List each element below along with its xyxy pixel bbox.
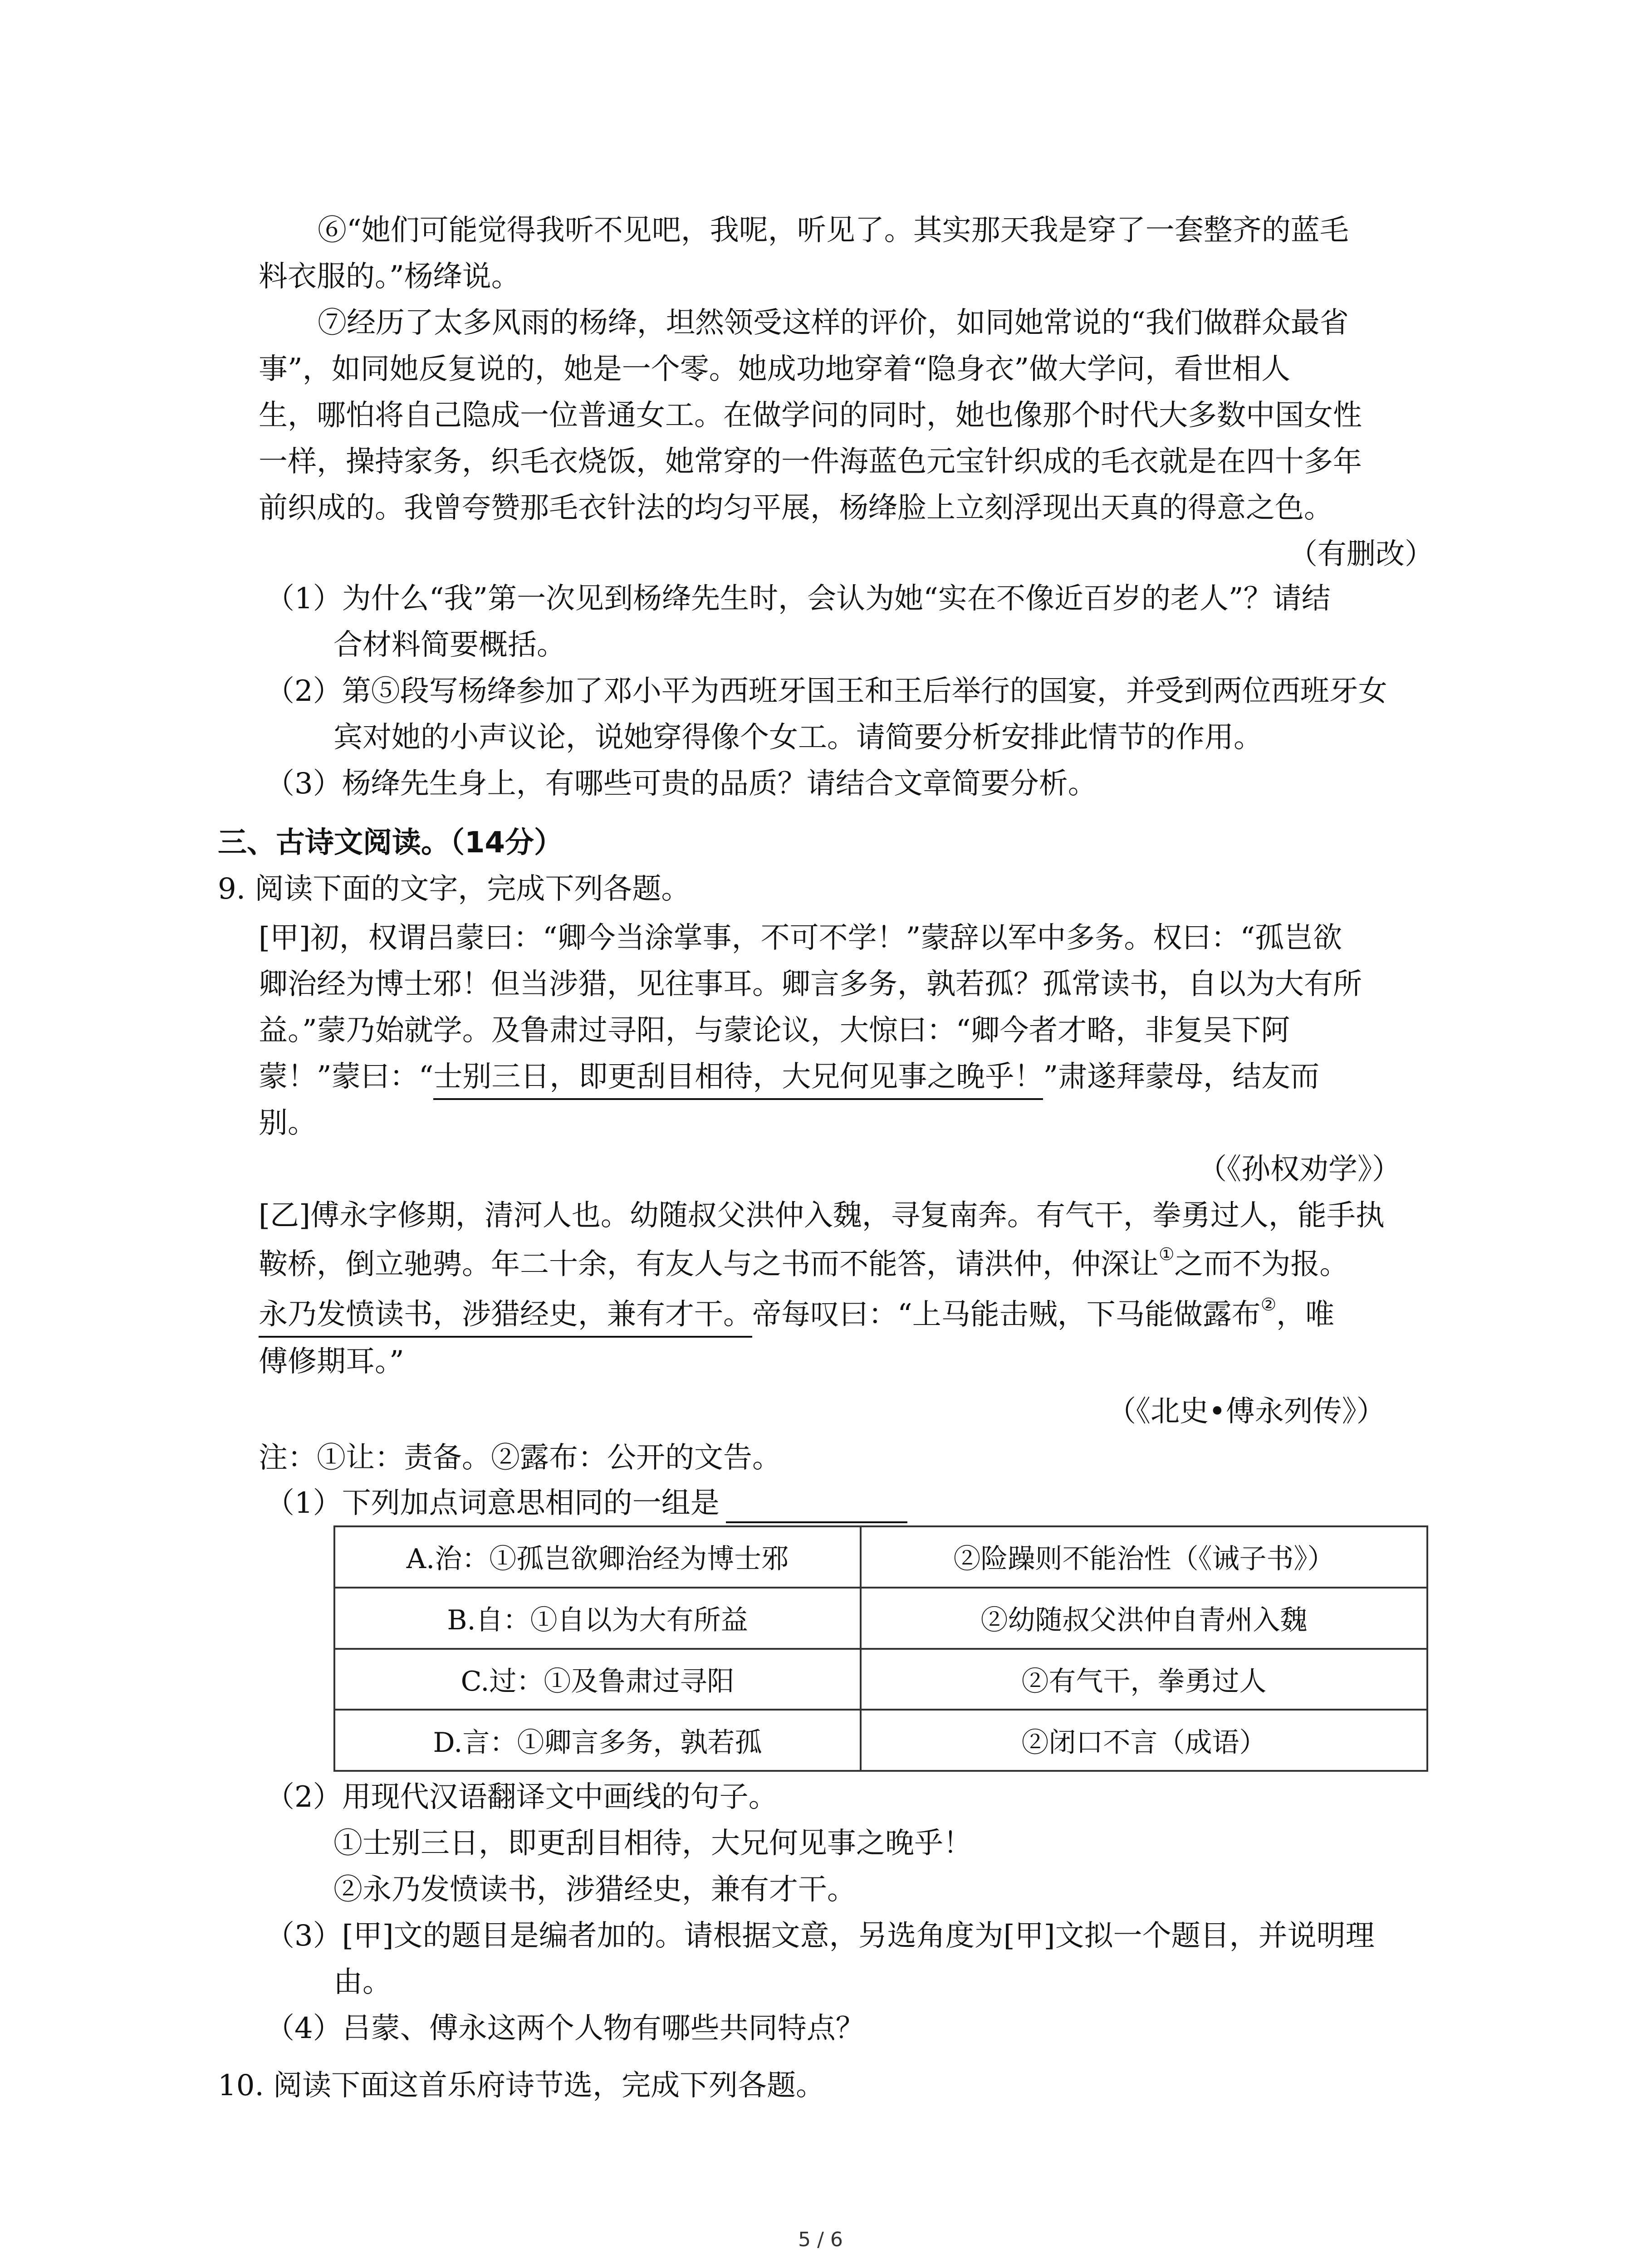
jia-line-1: [甲]初，权谓吕蒙曰：“卿今当涂掌事，不可不学！”蒙辞以军中多务。权曰：“孤岂欲	[259, 921, 1342, 955]
passage-p7-line-4: 一样，操持家务，织毛衣烧饭，她常穿的一件海蓝色元宝针织成的毛衣就是在四十多年	[259, 445, 1362, 479]
option-c-right: ②有气干，拳勇过人	[861, 1649, 1427, 1710]
q9-sub2: （2）用现代汉语翻译文中画线的句子。	[265, 1780, 778, 1814]
yi-underlined-sentence: 永乃发愤读书，涉猎经史，兼有才干。	[259, 1298, 752, 1338]
option-a-right: ②险躁则不能治性（《诫子书》）	[861, 1526, 1427, 1588]
jia-line-3: 益。”蒙乃始就学。及鲁肃过寻阳，与蒙论议，大惊曰：“卿今者才略，非复吴下阿	[259, 1014, 1290, 1047]
table-row	[334, 1649, 1427, 1710]
passage-p7-line-5: 前织成的。我曾夸赞那毛衣针法的均匀平展，杨绛脸上立刻浮现出天真的得意之色。	[259, 491, 1333, 525]
options-table	[333, 1525, 1428, 1772]
q10-title: 10. 阅读下面这首乐府诗节选，完成下列各题。	[218, 2069, 825, 2102]
table-row	[334, 1526, 1427, 1588]
option-a-left: A.治：①孤岂欲卿治经为博士邪	[334, 1526, 861, 1588]
jia-line-2: 卿治经为博士邪！但当涉猎，见往事耳。卿言多务，孰若孤？孤常读书，自以为大有所	[259, 968, 1362, 1001]
q8-sub3: （3）杨绛先生身上，有哪些可贵的品质？请结合文章简要分析。	[265, 767, 1097, 801]
footnote-marker-2: ②	[1260, 1295, 1277, 1315]
option-b-left: B.自：①自以为大有所益	[334, 1588, 861, 1649]
yi-line-2-tail: 之而不为报。	[1174, 1247, 1349, 1281]
jia-line-4-tail: ”肃遂拜蒙母，结友而	[1043, 1060, 1320, 1094]
footnote-marker-1: ①	[1159, 1244, 1175, 1265]
q9-sub3-line-1: （3）[甲]文的题目是编者加的。请根据文意，另选角度为[甲]文拟一个题目，并说明理	[265, 1919, 1375, 1953]
q8-sub2-line-2: 宾对她的小声议论，说她穿得像个女工。请简要分析安排此情节的作用。	[333, 721, 1263, 754]
yi-line-2-lead: 鞍桥，倒立驰骋。年二十余，有友人与之书而不能答，请洪仲，仲深让	[259, 1247, 1159, 1281]
footnote: 注：①让：责备。②露布：公开的文告。	[259, 1441, 781, 1475]
option-d-left: D.言：①卿言多务，孰若孤	[334, 1710, 861, 1771]
q9-title: 9. 阅读下面的文字，完成下列各题。	[218, 872, 691, 906]
option-d-right: ②闭口不言（成语）	[861, 1710, 1427, 1771]
jia-line-4	[259, 1060, 1320, 1094]
jia-source: （《孙权劝学》）	[1198, 1153, 1401, 1186]
jia-line-5: 别。	[259, 1106, 317, 1140]
passage-p6-line-1: ⑥“她们可能觉得我听不见吧，我呢，听见了。其实那天我是穿了一套整齐的蓝毛	[318, 214, 1349, 247]
q8-sub1-line-1: （1）为什么“我”第一次见到杨绛先生时，会认为她“实在不像近百岁的老人”？请结	[265, 582, 1331, 616]
yi-line-1: [乙]傅永字修期，清河人也。幼随叔父洪仲入魏，寻复南奔。有气干，拳勇过人，能手执	[259, 1199, 1385, 1232]
passage-p7-line-3: 生，哪怕将自己隐成一位普通女工。在做学问的同时，她也像那个时代大多数中国女性	[259, 399, 1362, 432]
yi-line-4: 傅修期耳。”	[259, 1345, 404, 1378]
jia-line-4-lead: 蒙！”蒙曰：“	[259, 1060, 434, 1094]
passage-p7-line-1: ⑦经历了太多风雨的杨绛，坦然领受这样的评价，如同她常说的“我们做群众最省	[318, 306, 1349, 340]
yi-line-3	[259, 1295, 1335, 1332]
passage-p7-line-2: 事”，如同她反复说的，她是一个零。她成功地穿着“隐身衣”做大学问，看世相人	[259, 352, 1291, 386]
table-row	[334, 1588, 1427, 1649]
option-b-right: ②幼随叔父洪仲自青州入魏	[861, 1588, 1427, 1649]
q9-sub4: （4）吕蒙、傅永这两个人物有哪些共同特点？	[265, 2012, 865, 2045]
table-row	[334, 1710, 1427, 1771]
section-heading: 三、古诗文阅读。（14分）	[218, 826, 563, 860]
yi-line-3-tail: ，唯	[1276, 1298, 1335, 1332]
q9-sub2-item-1: ①士别三日，即更刮目相待，大兄何见事之晚乎！	[333, 1827, 972, 1860]
yi-source: （《北史•傅永列传》）	[1107, 1395, 1386, 1428]
q9-sub2-item-2: ②永乃发愤读书，涉猎经史，兼有才干。	[333, 1873, 856, 1906]
option-c-left: C.过：①及鲁肃过寻阳	[334, 1649, 861, 1710]
yi-line-2	[259, 1244, 1349, 1281]
q8-sub1-line-2: 合材料简要概括。	[333, 628, 566, 662]
yi-line-3-mid: 帝每叹曰：“上马能击贼，下马能做露布	[752, 1298, 1261, 1332]
q9-sub1: （1）下列加点词意思相同的一组是	[265, 1486, 720, 1520]
answer-blank[interactable]	[726, 1521, 907, 1523]
q9-sub3-line-2: 由。	[333, 1965, 392, 1999]
passage-p6-line-2: 料衣服的。”杨绛说。	[259, 260, 520, 293]
jia-underlined-sentence: 士别三日，即更刮目相待，大兄何见事之晚乎！	[433, 1060, 1043, 1100]
passage-source: （有删改）	[1288, 538, 1434, 571]
page-number: 5 / 6	[798, 2228, 843, 2251]
q8-sub2-line-1: （2）第⑤段写杨绛参加了邓小平为西班牙国王和王后举行的国宴，并受到两位西班牙女	[265, 675, 1387, 708]
